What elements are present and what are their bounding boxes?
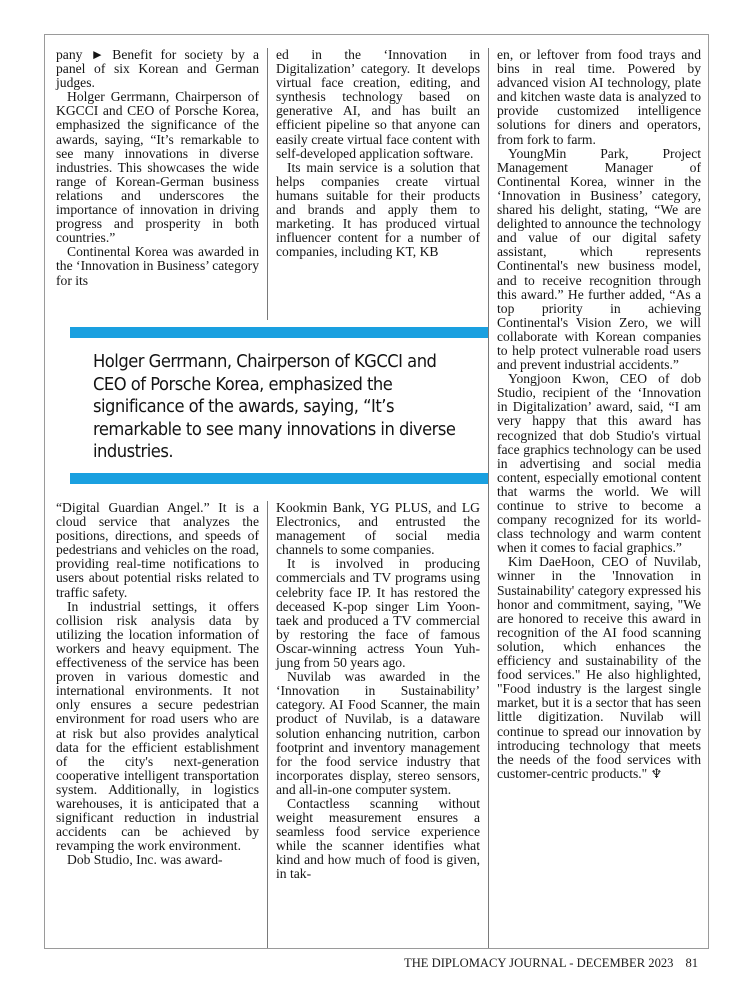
article-column-1 xyxy=(56,48,259,288)
paragraph: Yongjoon Kwon, CEO of dob Studio, recipient of the ‘Innovation in Digitalization’ award, said, “I am very happy that this award has recognized that dob Studio's virtual face graphics technology can be used in advertising and social media content, especially emotional content that warms the world. We will continue to strive to become a company recognized for its world-class technology and warm content when it comes to facial graphics.” xyxy=(497,371,701,556)
end-mark-icon: ♆ xyxy=(650,765,663,781)
pull-quote-text: Holger Gerrmann, Chairperson of KGCCI and CEO of Porsche Korea, emphasized the significance of the awards, saying, “It’s remarkable to see many innovations in diverse industries. xyxy=(93,352,456,462)
article-column-4 xyxy=(56,501,259,867)
page-number: 81 xyxy=(685,956,699,970)
column-rule xyxy=(267,501,268,948)
article-column-5 xyxy=(276,501,480,882)
paragraph: YoungMin Park, Project Management Manager of Continental Korea, winner in the ‘Innovation in Business’ category, shared his delight, stating, “We are delighted to announce the technology and value of our digital safety assistant, which represents Continental's new business model, and to receive recognition through this award.” He further added, “As a top priority in achieving Continental's Vision Zero, we will collaborate with Korean companies to help protect vulnerable road users and prevent industrial accidents.” xyxy=(497,145,701,373)
pull-quote-top-bar xyxy=(70,327,488,338)
paragraph: It is involved in producing commercials and TV programs using celebrity face IP. It has restored the deceased K-pop singer Lim Yoon-taek and produced a TV commercial by restoring the face of famous Oscar-winning actress Youn Yuh-jung from 50 years ago. xyxy=(276,556,480,671)
paragraph: Its main service is a solution that helps companies create virtual humans suitable for their products and brands and apply them to marketing. It has produced virtual influencer content for a number of companies, including KT, KB xyxy=(276,159,480,260)
paragraph: Dob Studio, Inc. was award- xyxy=(67,852,223,868)
paragraph: Contactless scanning without weight measurement ensures a seamless food service experience while the scanner identifies what kind and how much of food is given, in tak- xyxy=(276,795,480,882)
column-rule xyxy=(488,48,489,948)
paragraph: Kookmin Bank, YG PLUS, and LG Electronics, and entrusted the management of social media channels to some companies. xyxy=(276,500,480,558)
paragraph: pany ► Benefit for society by a panel of six Korean and German judges. xyxy=(56,47,259,91)
paragraph-last xyxy=(497,555,701,781)
paragraph-text: Kim DaeHoon, CEO of Nuvilab, winner in the 'Innovation in Sustainability' category expressed his honor and commitment, saying, "We are honored to receive this award in recognition of the AI food scanning solution, which enhances the efficiency and sustainability of the food services." He also highlighted, "Food industry is the largest single market, but it is a sector that has seen little digitization. Nuvilab will continue to spread our innovation by introducing technology that meets the needs of the food services with customer-centric products." xyxy=(497,554,701,781)
paragraph: Holger Gerrmann, Chairperson of KGCCI and CEO of Porsche Korea, emphasized the significance of the awards, saying, “It’s remarkable to see many innovations in diverse industries. This showcases the wide range of Korean-German business relations and underscores the importance of innovation in driving progress and prosperity in both countries.” xyxy=(56,89,259,246)
publication-name: THE DIPLOMACY JOURNAL - DECEMBER 2023 xyxy=(404,956,674,970)
paragraph: ed in the ‘Innovation in Digitalization’ category. It develops virtual face creation, editing, and synthesis technology based on generative AI, and has built an efficient pipeline so that anyone can easily create virtual face content with self-developed application software. xyxy=(276,47,480,161)
article-column-3 xyxy=(497,48,701,781)
column-rule xyxy=(267,48,268,320)
page-footer xyxy=(404,956,714,971)
paragraph: en, or leftover from food trays and bins in real time. Powered by advanced vision AI technology, plate and kitchen waste data is analyzed to provide customized intelligence solutions for diners and operators, from fork to farm. xyxy=(497,47,701,147)
paragraph: Continental Korea was awarded in the ‘Innovation in Business’ category for its xyxy=(56,244,259,288)
paragraph: “Digital Guardian Angel.” It is a cloud service that analyzes the positions, directions, and speeds of pedestrians and vehicles on the road, providing real-time notifications to users about potential risks related to traffic safety. xyxy=(56,500,259,600)
paragraph: Nuvilab was awarded in the ‘Innovation in Sustainability’ category. AI Food Scanner, the main product of Nuvilab, is a dataware solution enhancing nutrition, carbon footprint and inventory management for the food service industry that incorporates display, stereo sensors, and all-in-one computer system. xyxy=(276,669,480,797)
pull-quote-box xyxy=(70,327,488,484)
paragraph: In industrial settings, it offers collision risk analysis data by utilizing the location information of workers and heavy equipment. The effectiveness of the service has been proven in various domestic and international environments. It not only ensures a secure pedestrian environment for road users who are at risk but also provides analytical data for the efficient establishment of the city's next-generation cooperative intelligent transportation system. Additionally, in logistics warehouses, it is anticipated that a significant reduction in industrial accidents can be achieved by revamping the work environment. xyxy=(56,598,259,854)
article-column-2 xyxy=(276,48,480,259)
pull-quote-bottom-bar xyxy=(70,473,488,484)
